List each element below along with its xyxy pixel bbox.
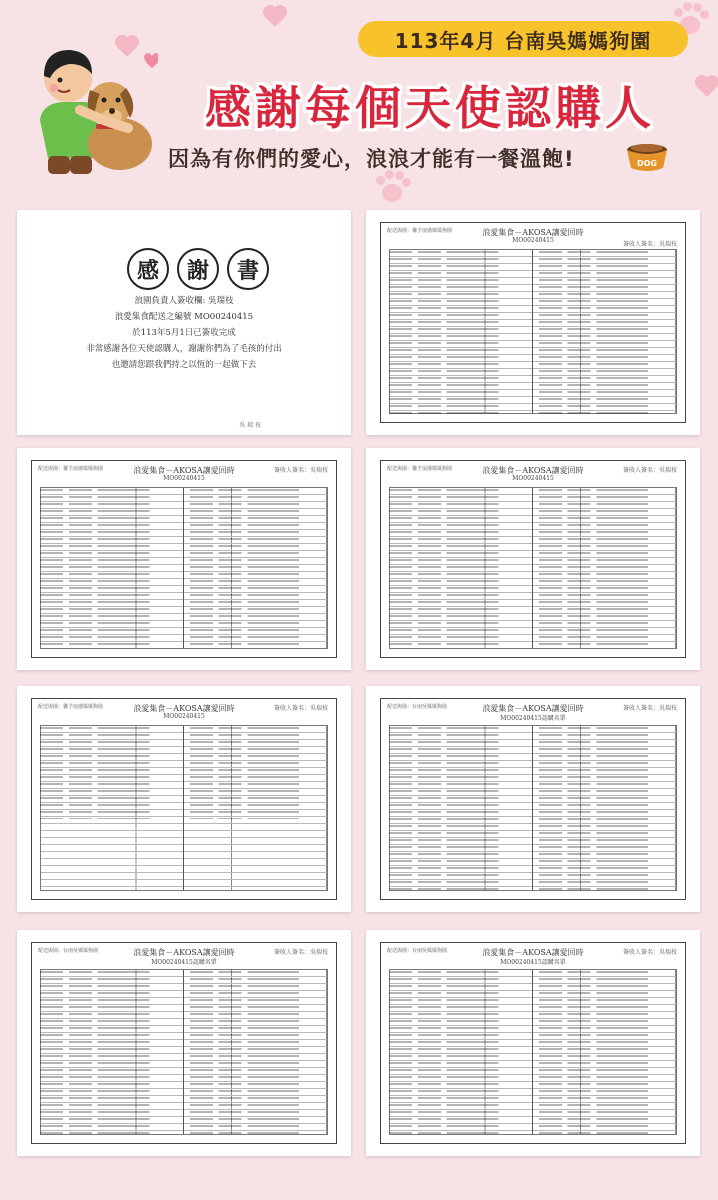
- sheet-signature: 簽收人簽名：吳瑞枝: [273, 705, 328, 712]
- sheet-signature: 簽收人簽名：吳瑞枝: [622, 467, 677, 474]
- sheet-signature: 簽收人簽名：吳瑞枝: [622, 241, 677, 248]
- thank-you-certificate: [17, 210, 351, 435]
- sheet-shelter-name: 配送與園：馨予浪感媽媽狗園: [387, 228, 453, 234]
- boy-hugging-dog-illustration: [28, 38, 158, 178]
- date-banner: 113年4月 台南吳媽媽狗園: [358, 21, 688, 57]
- paw-icon: [372, 168, 412, 208]
- svg-text:DOG: DOG: [636, 159, 658, 168]
- sheet-heading: 浪愛集食－AKOSA讓愛回時: [482, 704, 584, 713]
- subscriber-list-sheet: [366, 930, 700, 1156]
- certificate-date: 於113年5月1日已簽收完成: [132, 328, 236, 338]
- sheet-table-entries: [389, 969, 677, 1135]
- certificate-signer: 浪園負責人簽收欄: 吳瑞枝: [134, 296, 234, 306]
- subscriber-list-sheet: [366, 448, 700, 670]
- certificate-thanks: 非常感謝各位天使認購人，謝謝你們為了毛孩的付出: [86, 344, 282, 354]
- sheet-signature: 簽收人簽名：吳瑞枝: [622, 949, 677, 956]
- sheet-signature: 簽收人簽名：吳瑞枝: [622, 705, 677, 712]
- heart-icon: [265, 7, 285, 27]
- sheet-order-number: MO00240415認購名單: [151, 959, 217, 966]
- subscriber-list-sheet: [17, 686, 351, 912]
- sheet-heading: 浪愛集食－AKOSA讓愛回時: [133, 466, 235, 475]
- subscriber-list-sheet: [17, 930, 351, 1156]
- sheet-order-number: MO00240415: [512, 475, 554, 482]
- sheet-heading: 浪愛集食－AKOSA讓愛回時: [133, 948, 235, 957]
- sheet-shelter-name: 配送與園：馨予浪感媽媽狗園: [38, 466, 104, 472]
- sheet-table-entries: [389, 725, 677, 891]
- dog-bowl-icon: [623, 140, 671, 174]
- sheet-heading: 浪愛集食－AKOSA讓愛回時: [482, 228, 584, 237]
- sheet-shelter-name: 配送與園：台南吳媽媽狗園: [38, 948, 99, 954]
- sheet-heading: 浪愛集食－AKOSA讓愛回時: [482, 948, 584, 957]
- sheet-table-entries: [40, 487, 328, 649]
- subscriber-list-sheet: [366, 686, 700, 912]
- sheet-table-entries: [389, 487, 677, 649]
- sheet-shelter-name: 配送與園：馨予浪感媽媽狗園: [387, 466, 453, 472]
- certificate-invite: 也邀請您跟我們持之以恆的一起做下去: [111, 360, 257, 370]
- sheet-order-number: MO00240415認購名單: [500, 715, 566, 722]
- subscriber-list-sheet: [366, 210, 700, 435]
- sheet-shelter-name: 配送與園：台南吳媽媽狗園: [387, 948, 448, 954]
- sheet-table-entries: [40, 969, 328, 1135]
- page-subtitle: 因為有你們的愛心，浪浪才能有一餐溫飽!: [168, 147, 575, 171]
- certificate-footer: 吳 瑞 枝: [239, 422, 261, 429]
- subscriber-list-sheet: [17, 448, 351, 670]
- certificate-title: [127, 248, 269, 290]
- sheet-order-number: MO00240415認購名單: [500, 959, 566, 966]
- heart-icon: [697, 77, 717, 97]
- sheet-signature: 簽收人簽名：吳瑞枝: [273, 949, 328, 956]
- sheet-shelter-name: 配送與園：馨予浪感媽媽狗園: [38, 704, 104, 710]
- sheet-order-number: MO00240415: [163, 713, 205, 720]
- certificate-char: 謝: [177, 248, 219, 290]
- sheet-table-entries: [389, 249, 677, 414]
- certificate-char: 感: [127, 248, 169, 290]
- sheet-heading: 浪愛集食－AKOSA讓愛回時: [482, 466, 584, 475]
- sheet-order-number: MO00240415: [512, 237, 554, 244]
- certificate-order-number: 浪愛集食配送之編號 MO00240415: [114, 312, 254, 322]
- certificate-char: 書: [227, 248, 269, 290]
- page-title: 感謝每個天使認購人: [205, 81, 655, 135]
- sheet-order-number: MO00240415: [163, 475, 205, 482]
- sheet-signature: 簽收人簽名：吳瑞枝: [273, 467, 328, 474]
- sheet-heading: 浪愛集食－AKOSA讓愛回時: [133, 704, 235, 713]
- sheet-table-entries: [40, 725, 328, 819]
- sheet-shelter-name: 配送與園：台南吳媽媽狗園: [387, 704, 448, 710]
